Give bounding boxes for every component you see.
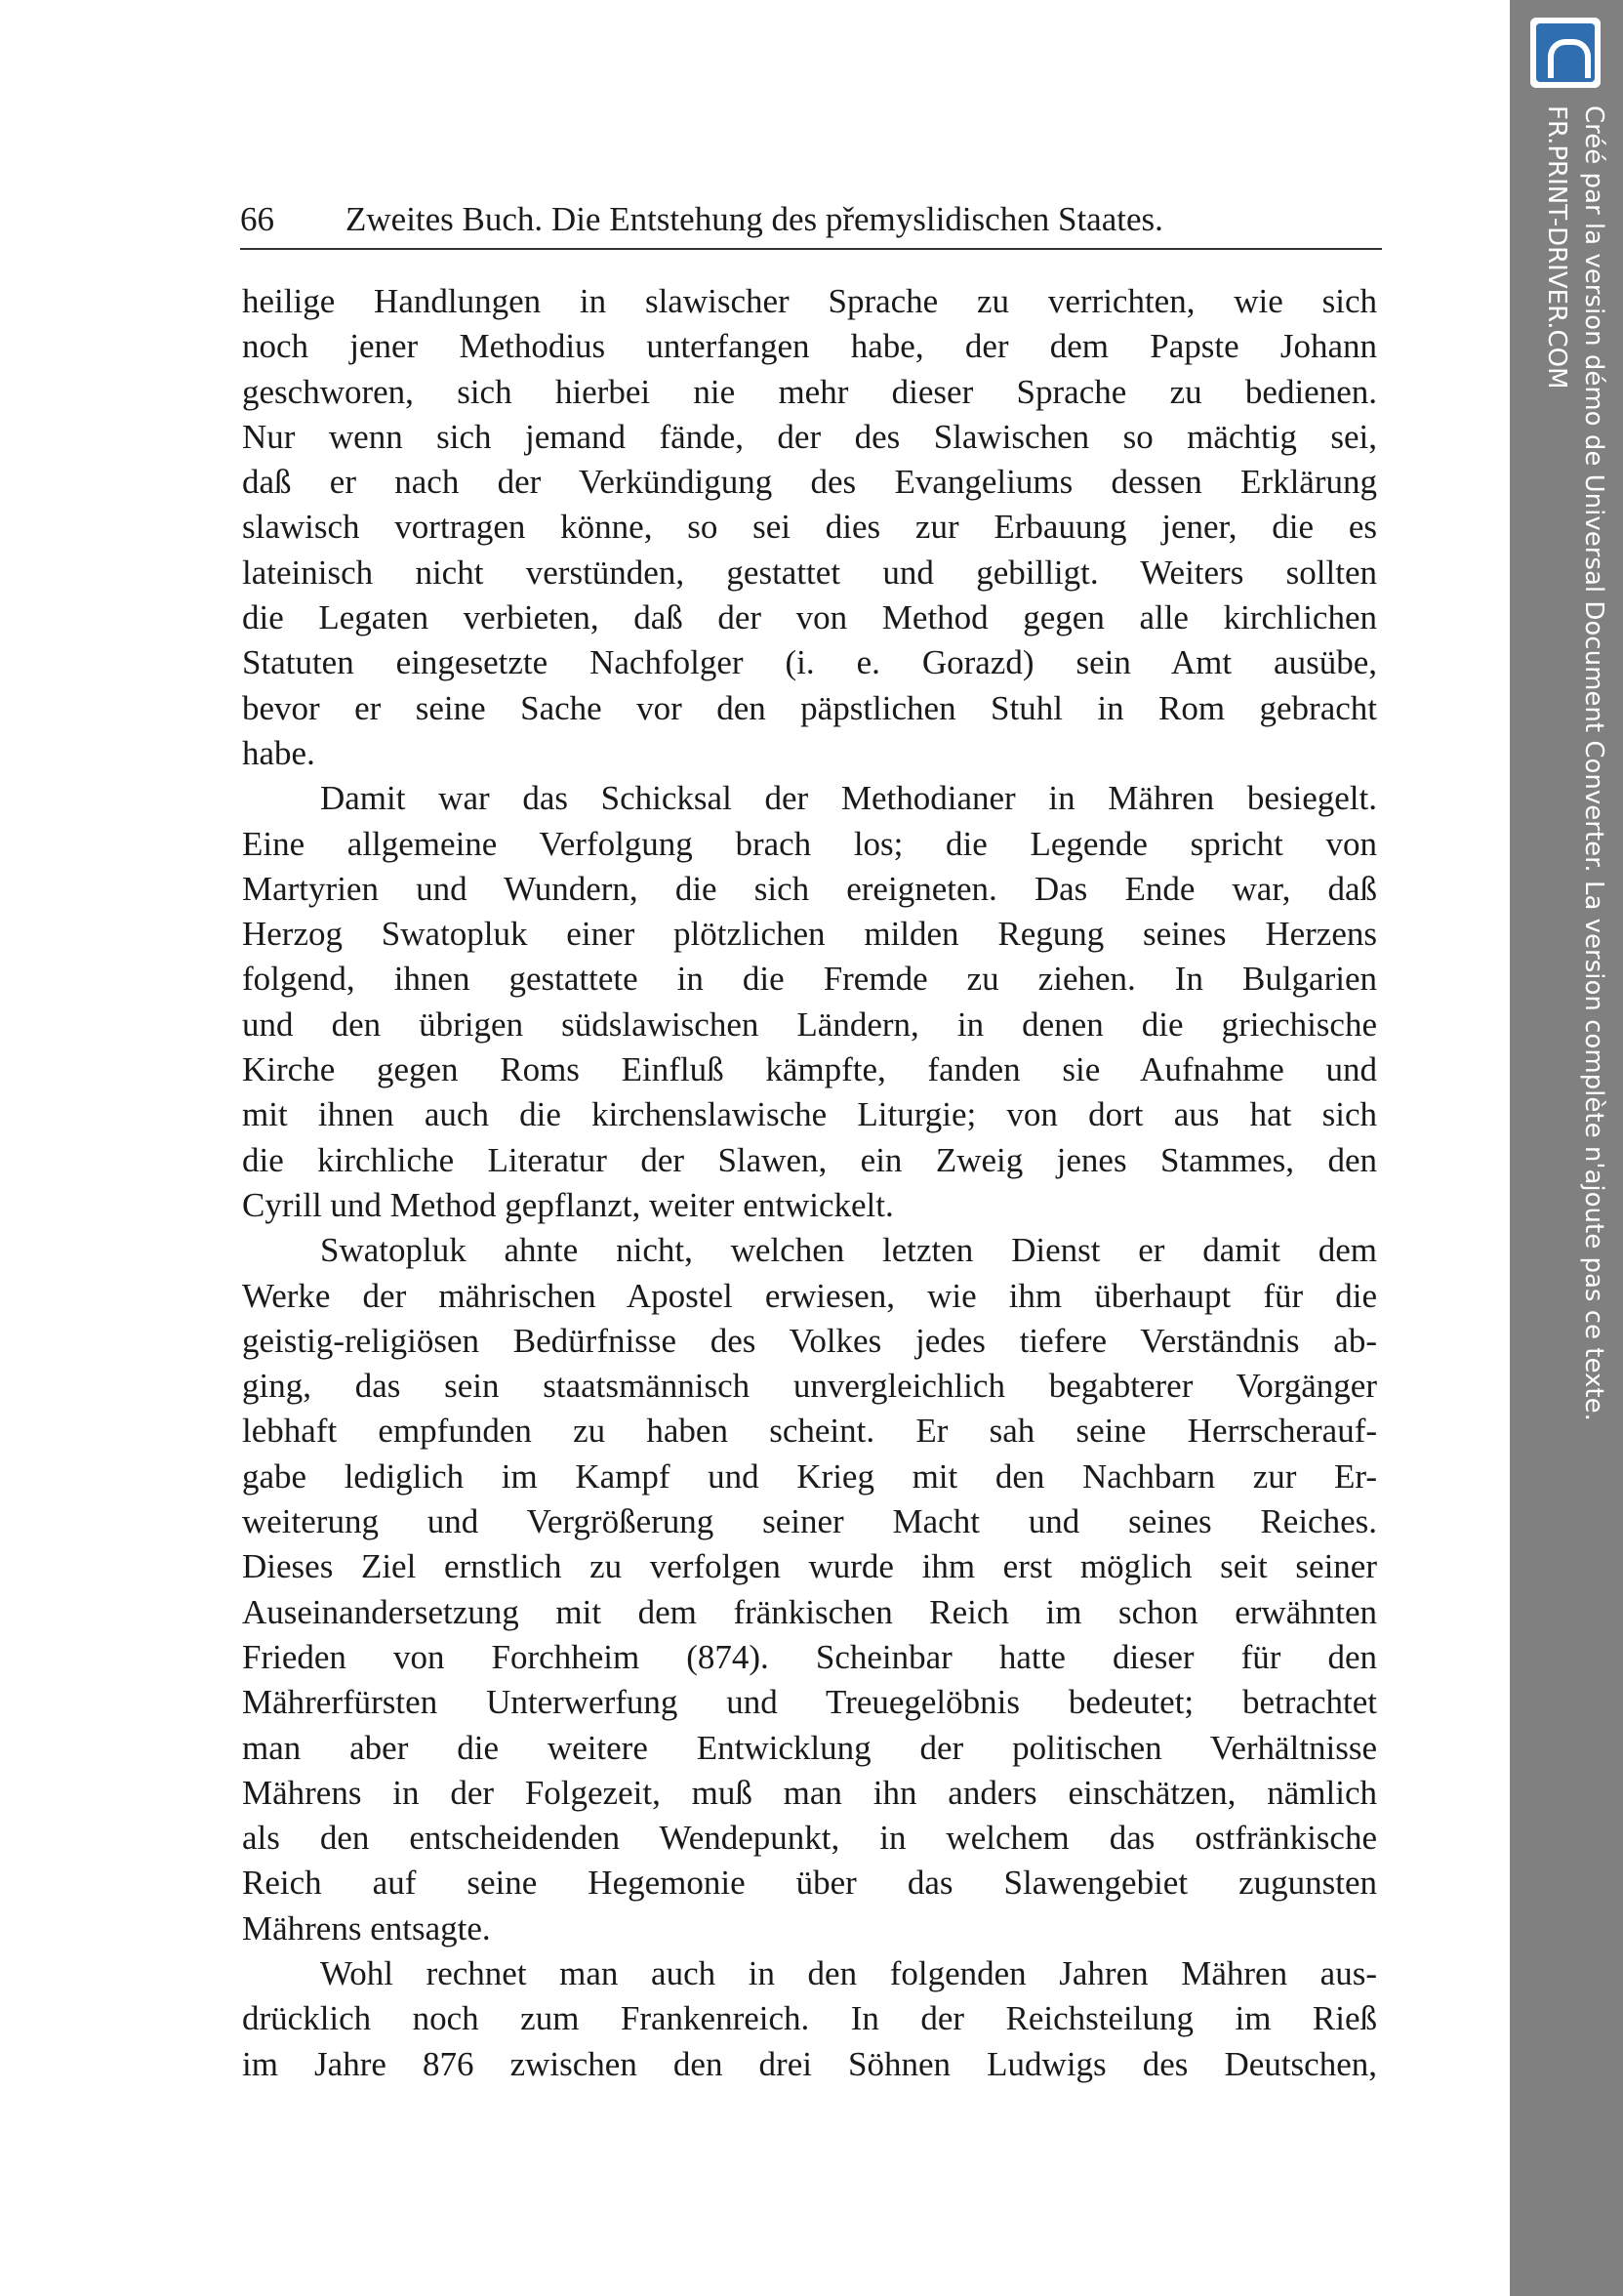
- watermark-text: [1538, 105, 1612, 2155]
- text-line: weiterung und Vergrößerung seiner Macht und seines Reiches.: [242, 1502, 1377, 1541]
- text-line: Mährerfürsten Unterwerfung und Treuegelöbnis bedeutet; betrachtet: [242, 1683, 1377, 1722]
- text-line: im Jahre 876 zwischen den drei Söhnen Ludwigs des Deutschen,: [242, 2044, 1377, 2083]
- body-text: [242, 279, 1377, 2087]
- text-line: Swatopluk ahnte nicht, welchen letzten Dienst er damit dem: [320, 1231, 1377, 1270]
- text-line: mit ihnen auch die kirchenslawische Liturgie; von dort aus hat sich: [242, 1095, 1377, 1134]
- text-line: bevor er seine Sache vor den päpstlichen Stuhl in Rom gebracht: [242, 688, 1377, 727]
- text-line: Mährens in der Folgezeit, muß man ihn anders einschätzen, nämlich: [242, 1773, 1377, 1812]
- text-line: geschworen, sich hierbei nie mehr dieser Sprache zu bedienen.: [242, 372, 1377, 411]
- watermark: [1524, 105, 1612, 2282]
- text-line: lebhaft empfunden zu haben scheint. Er sah seine Herrscherauf-: [242, 1412, 1377, 1451]
- text-line: ging, das sein staatsmännisch unvergleichlich begabterer Vorgänger: [242, 1367, 1377, 1406]
- text-line: Frieden von Forchheim (874). Scheinbar hatte dieser für den: [242, 1637, 1377, 1676]
- text-line: Nur wenn sich jemand fände, der des Slawischen so mächtig sei,: [242, 417, 1377, 456]
- text-line: als den entscheidenden Wendepunkt, in welchem das ostfränkische: [242, 1819, 1377, 1858]
- text-line: lateinisch nicht verstünden, gestattet und gebilligt. Weiters sollten: [242, 553, 1377, 592]
- text-line: heilige Handlungen in slawischer Sprache zu verrichten, wie sich: [242, 282, 1377, 320]
- running-title: Zweites Buch. Die Entstehung des přemyslidischen Staates.: [345, 200, 1163, 238]
- text-line: die kirchliche Literatur der Slawen, ein Zweig jenes Stammes, den: [242, 1140, 1377, 1179]
- text-line: habe.: [242, 733, 315, 772]
- text-line: daß er nach der Verkündigung des Evangeliums dessen Erklärung: [242, 463, 1377, 502]
- text-line: noch jener Methodius unterfangen habe, der dem Papste Johann: [242, 327, 1377, 366]
- text-line: Mährens entsagte.: [242, 1908, 491, 1948]
- text-line: geistig-religiösen Bedürfnisse des Volkes jedes tiefere Verständnis ab-: [242, 1321, 1377, 1360]
- running-head: [240, 191, 1382, 250]
- text-line: slawisch vortragen könne, so sei dies zur Erbauung jener, die es: [242, 508, 1377, 547]
- text-line: folgend, ihnen gestattete in die Fremde zu ziehen. In Bulgarien: [242, 960, 1377, 999]
- text-line: Damit war das Schicksal der Methodianer in Mähren besiegelt.: [320, 779, 1377, 818]
- text-line: die Legaten verbieten, daß der von Method gegen alle kirchlichen: [242, 598, 1377, 637]
- watermark-line-1: Créé par la version démo de Universal Document Converter. La version complète n'ajoute pas ce texte.: [1579, 105, 1608, 1421]
- text-line: drücklich noch zum Frankenreich. In der Reichsteilung im Rieß: [242, 1999, 1377, 2038]
- text-line: Wohl rechnet man auch in den folgenden Jahren Mähren aus-: [320, 1953, 1377, 1992]
- text-line: Dieses Ziel ernstlich zu verfolgen wurde ihm erst möglich seit seiner: [242, 1547, 1377, 1586]
- logo-mark: [1536, 23, 1595, 82]
- text-line: man aber die weitere Entwicklung der politischen Verhältnisse: [242, 1728, 1377, 1767]
- text-line: Auseinandersetzung mit dem fränkischen Reich im schon erwähnten: [242, 1592, 1377, 1631]
- text-line: Reich auf seine Hegemonie über das Slawengebiet zugunsten: [242, 1864, 1377, 1903]
- text-line: und den übrigen südslawischen Ländern, in denen die griechische: [242, 1004, 1377, 1044]
- text-line: Eine allgemeine Verfolgung brach los; die Legende spricht von: [242, 824, 1377, 863]
- text-line: gabe lediglich im Kampf und Krieg mit den Nachbarn zur Er-: [242, 1456, 1377, 1496]
- watermark-line-2: FR.PRINT-DRIVER.COM: [1542, 105, 1571, 390]
- text-line: Herzog Swatopluk einer plötzlichen milden Regung seines Herzens: [242, 915, 1377, 954]
- print-driver-logo-icon: [1530, 18, 1601, 88]
- text-line: Kirche gegen Roms Einfluß kämpfte, fanden sie Aufnahme und: [242, 1050, 1377, 1089]
- page-number: 66: [240, 200, 274, 238]
- text-line: Statuten eingesetzte Nachfolger (i. e. Gorazd) sein Amt ausübe,: [242, 643, 1377, 682]
- text-line: Werke der mährischen Apostel erwiesen, wie ihm überhaupt für die: [242, 1276, 1377, 1315]
- text-line: Cyrill und Method gepflanzt, weiter entwickelt.: [242, 1185, 894, 1224]
- text-line: Martyrien und Wundern, die sich ereigneten. Das Ende war, daß: [242, 869, 1377, 908]
